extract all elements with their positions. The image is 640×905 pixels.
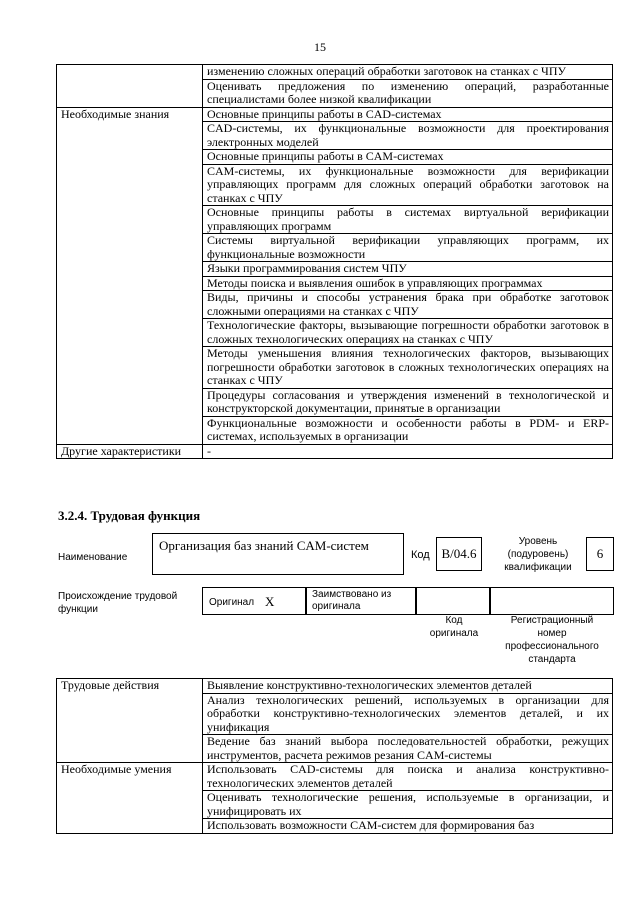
other-characteristics-label: Другие характеристики bbox=[57, 444, 203, 459]
table-cell: Ведение баз знаний выбора последовательностей обработки, режущих инструментов, расчета режимов резания CAM-системы bbox=[203, 735, 613, 763]
table-cell: Методы уменьшения влияния технологических факторов, вызывающих погрешности обработки заготовок в сложных технологических операциях на станках с ЧПУ bbox=[203, 347, 613, 389]
knowledge-table bbox=[56, 64, 613, 459]
code-value-box: В/04.6 bbox=[436, 537, 482, 571]
level-label: Уровень (подуровень) квалификации bbox=[504, 536, 572, 573]
original-label: Оригинал bbox=[209, 597, 255, 608]
table-cell: Основные принципы работы в CAM-системах bbox=[203, 150, 613, 165]
table-cell: Основные принципы работы в CAD-системах bbox=[203, 107, 613, 122]
table-cell: Использовать возможности CAM-систем для формирования баз bbox=[203, 819, 613, 834]
table-cell: CAD-системы, их функциональные возможности для проектирования электронных моделей bbox=[203, 122, 613, 150]
table-cell: - bbox=[203, 444, 613, 459]
borrowed-label: Заимствовано из оригинала bbox=[312, 589, 392, 612]
table-cell: Оценивать предложения по изменению операций, разработанные специалистами более низкой квалификации bbox=[203, 79, 613, 107]
code-label: Код bbox=[411, 549, 430, 561]
table-cell: Выявление конструктивно-технологических элементов деталей bbox=[203, 679, 613, 694]
original-box bbox=[202, 587, 306, 615]
section-title: 3.2.4. Трудовая функция bbox=[58, 508, 201, 523]
table-cell: изменению сложных операций обработки заготовок на станках с ЧПУ bbox=[203, 65, 613, 80]
table-row bbox=[57, 65, 613, 80]
reg-number-box bbox=[490, 587, 614, 615]
origin-label: Происхождение трудовой функции bbox=[58, 591, 178, 615]
actions-skills-table bbox=[56, 678, 613, 834]
knowledge-label: Необходимые знания bbox=[57, 107, 203, 444]
borrowed-box bbox=[306, 587, 416, 615]
original-mark: X bbox=[265, 594, 275, 609]
level-value-box: 6 bbox=[586, 537, 614, 571]
labour-actions-label: Трудовые действия bbox=[57, 679, 203, 763]
table-cell: Системы виртуальной верификации управляющих программ, их функциональные возможности bbox=[203, 234, 613, 262]
name-label: Наименование bbox=[58, 552, 128, 563]
required-skills-label: Необходимые умения bbox=[57, 763, 203, 834]
table-cell: Функциональные возможности и особенности работы в PDM- и ERP-системах, используемых в организации bbox=[203, 416, 613, 444]
reg-number-label: Регистрационный номер профессионального стандарта bbox=[505, 615, 599, 665]
table-cell: Анализ технологических решений, используемых в организации для обработки конструктивно-технологических элементов деталей, и их унификация bbox=[203, 693, 613, 735]
table-row bbox=[57, 763, 613, 791]
table-cell: Языки программирования систем ЧПУ bbox=[203, 262, 613, 277]
table-cell: Оценивать технологические решения, используемые в организации, и унифицировать их bbox=[203, 791, 613, 819]
origin-code-label: Код оригинала bbox=[429, 615, 479, 639]
table-cell: Использовать CAD-системы для поиска и анализа конструктивно-технологических элементов деталей bbox=[203, 763, 613, 791]
table-cell: Виды, причины и способы устранения брака при обработке заготовок сложными операциями на станках с ЧПУ bbox=[203, 291, 613, 319]
table-cell: Процедуры согласования и утверждения изменений в технологической и конструкторской документации, принятые в организации bbox=[203, 388, 613, 416]
table-cell: Технологические факторы, вызывающие погрешности обработки заготовок в сложных технологических операциях на станках с ЧПУ bbox=[203, 319, 613, 347]
table-cell: Методы поиска и выявления ошибок в управляющих программах bbox=[203, 276, 613, 291]
table-row bbox=[57, 107, 613, 122]
page-number: 15 bbox=[314, 40, 326, 54]
empty-label-cell bbox=[57, 65, 203, 108]
table-row bbox=[57, 444, 613, 459]
origin-code-box bbox=[416, 587, 490, 615]
table-row bbox=[57, 679, 613, 694]
function-name-box: Организация баз знаний CAM-систем bbox=[152, 533, 404, 575]
table-cell: CAM-системы, их функциональные возможности для верификации управляющих программ для сложных операций обработки заготовок на станках с ЧПУ bbox=[203, 164, 613, 206]
table-cell: Основные принципы работы в системах виртуальной верификации управляющих программ bbox=[203, 206, 613, 234]
